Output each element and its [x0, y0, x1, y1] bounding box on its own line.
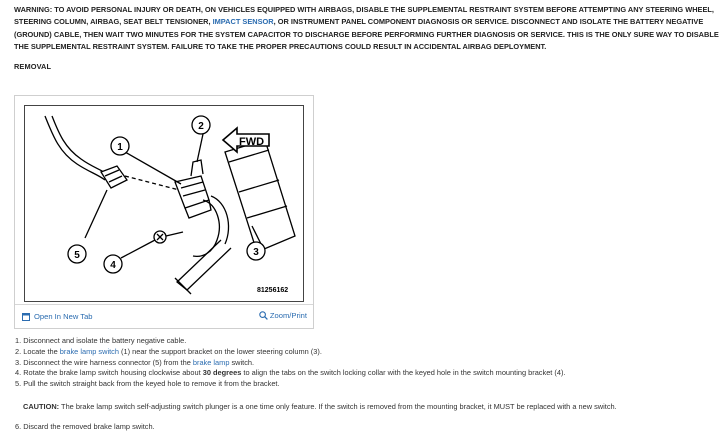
- step-text: 2. Locate the: [15, 346, 60, 356]
- step-text: 3. Disconnect the wire harness connector (5) from the: [15, 357, 193, 367]
- step-emphasis: 30 degrees: [202, 368, 242, 378]
- callout-3: 3: [253, 247, 259, 258]
- callout-2: 2: [198, 121, 204, 132]
- new-tab-icon: [22, 313, 30, 321]
- impact-sensor-link[interactable]: IMPACT SENSOR: [212, 17, 274, 27]
- zoom-print-label: Zoom/Print: [269, 311, 307, 320]
- step-3: [15, 358, 645, 369]
- part-number: 81256162: [257, 287, 289, 294]
- step-text: 4. Rotate the brake lamp switch housing clockwise about: [15, 368, 203, 378]
- step-text: switch.: [229, 357, 255, 367]
- caution-label: CAUTION:: [23, 402, 60, 411]
- warning-text: STEERING COLUMN, AIRBAG, SEAT BELT TENSIONER,: [14, 17, 213, 27]
- open-in-new-tab-link[interactable]: [22, 312, 93, 321]
- diagram-figure: [14, 95, 314, 329]
- step-6: 6. Discard the removed brake lamp switch.: [15, 422, 155, 431]
- caution-text: The brake lamp switch self-adjusting switch plunger is a one time only feature. If the switch is removed from the mounting bracket, it MUST be replaced with a new switch.: [59, 402, 617, 411]
- warning-text: , OR INSTRUMENT PANEL COMPONENT DIAGNOSIS OR SERVICE. DISCONNECT AND ISOLATE THE BATTERY NEGATIVE: [273, 17, 704, 27]
- warning-line-1: WARNING: TO AVOID PERSONAL INJURY OR DEATH, ON VEHICLES EQUIPPED WITH AIRBAGS, DISABLE THE SUPPLEMENTAL RESTRAINT SYSTEM BEFORE ATTEMPTING ANY STEERING WHEEL,: [14, 5, 714, 14]
- open-in-new-tab-label: Open In New Tab: [34, 312, 93, 321]
- section-heading: REMOVAL: [14, 62, 52, 71]
- warning-line-3: (GROUND) CABLE, THEN WAIT TWO MINUTES FOR THE SYSTEM CAPACITOR TO DISCHARGE BEFORE PERFORMING FURTHER DIAGNOSIS OR SERVICE. THIS IS THE ONLY SURE WAY TO DISABLE: [14, 29, 719, 39]
- brake-lamp-link[interactable]: brake lamp: [192, 357, 230, 367]
- step-text: to align the tabs on the switch locking collar with the keyed hole in the switch mounting bracket (4).: [241, 368, 566, 378]
- step-5: 5. Pull the switch straight back from the keyed hole to remove it from the bracket.: [15, 379, 280, 389]
- step-2: [15, 347, 645, 358]
- zoom-print-link[interactable]: [259, 311, 307, 320]
- caution-note: [23, 402, 643, 411]
- callout-4: 4: [110, 260, 116, 271]
- callout-5: 5: [74, 250, 80, 261]
- magnifier-icon: [259, 311, 268, 320]
- removal-steps: [15, 336, 645, 390]
- diagram-image[interactable]: [24, 105, 304, 302]
- brake-lamp-switch-link[interactable]: brake lamp switch: [59, 346, 119, 356]
- figure-footer: [15, 304, 313, 328]
- brake-lamp-switch-diagram: [25, 106, 303, 301]
- step-text: (1) near the support bracket on the lower steering column (3).: [118, 346, 322, 356]
- airbag-warning: [14, 4, 719, 54]
- fwd-label: FWD: [239, 136, 265, 148]
- step-1: 1. Disconnect and isolate the battery negative cable.: [15, 336, 187, 345]
- warning-line-4: THE SUPPLEMENTAL RESTRAINT SYSTEM. FAILURE TO TAKE THE PROPER PRECAUTIONS COULD RESULT IN ACCIDENTAL AIRBAG DEPLOYMENT.: [14, 42, 547, 52]
- step-4: [15, 368, 645, 379]
- callout-1: 1: [117, 142, 123, 153]
- warning-line-2: [14, 16, 704, 28]
